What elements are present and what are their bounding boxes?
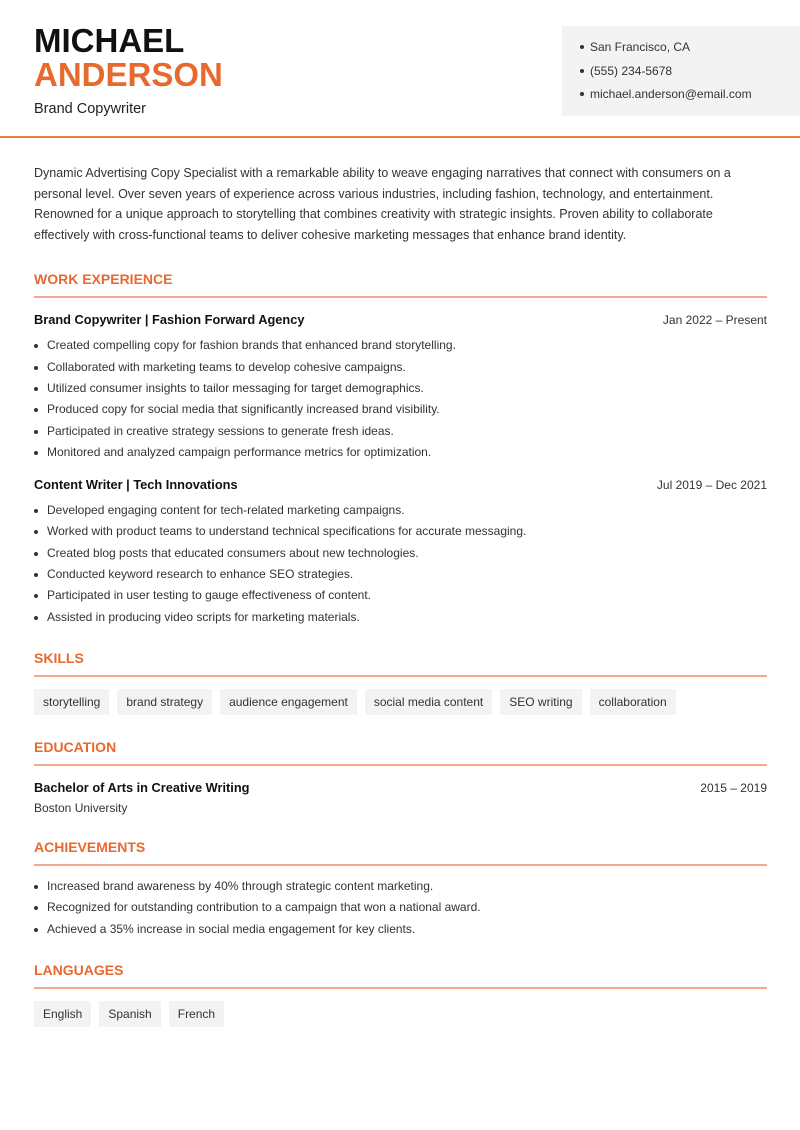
summary: Dynamic Advertising Copy Specialist with a remarkable ability to weave engaging narratives that connect with consumers on a personal level. Over seven years of experience across various industries, including fashion, technology, and entertainment. Renowned for a unique approach to storytelling that combines creativity with strategic insights. Proven ability to collaborate effectively with cross-functional teams to deliver cohesive marketing messages that enhance brand identity. (34, 166, 731, 242)
list-item (34, 421, 767, 442)
bullet-icon (580, 69, 584, 73)
contact-location-text: San Francisco, CA (590, 40, 691, 54)
bullet-icon (34, 928, 38, 932)
list-item (34, 876, 767, 897)
language-tag: Spanish (99, 1001, 160, 1027)
list-item-text: Created compelling copy for fashion brands that enhanced brand storytelling. (47, 338, 456, 353)
bullet-icon (34, 430, 38, 434)
skill-tag: SEO writing (500, 689, 581, 715)
list-item (34, 543, 767, 564)
bullet-icon (34, 906, 38, 910)
education-date: 2015 – 2019 (700, 780, 767, 795)
list-item (34, 335, 767, 356)
job-date: Jul 2019 – Dec 2021 (656, 478, 767, 493)
list-item (34, 897, 767, 918)
list-item (34, 500, 767, 521)
list-item-text: Increased brand awareness by 40% through strategic content marketing. (47, 878, 434, 893)
last-name: ANDERSON (34, 56, 223, 93)
bullet-icon (580, 92, 584, 96)
contact-email-text: michael.anderson@email.com (590, 87, 752, 101)
job-role: Brand Copywriter | Fashion Forward Agency (34, 312, 305, 328)
list-item (34, 399, 767, 420)
first-name: MICHAEL (34, 22, 185, 59)
skill-tag: social media content (365, 689, 492, 715)
school: Boston University (34, 800, 128, 815)
bullet-icon (34, 408, 38, 412)
bullet-icon (580, 45, 584, 49)
job-entry (34, 477, 767, 628)
contact-phone-text: (555) 234-5678 (590, 63, 673, 78)
resume-header (0, 0, 800, 138)
section-title: EDUCATION (34, 739, 767, 766)
language-tags (34, 1001, 767, 1027)
bullet-icon (34, 530, 38, 534)
bullet-icon (34, 509, 38, 513)
skill-tag: storytelling (34, 689, 109, 715)
job-header (34, 477, 767, 492)
language-tag: English (34, 1001, 91, 1027)
bullet-icon (34, 387, 38, 391)
job-bullets (34, 500, 767, 628)
job-title: Brand Copywriter (34, 101, 147, 117)
contact-phone (580, 62, 800, 86)
list-item (34, 564, 767, 585)
job-header (34, 312, 767, 327)
work-experience-section (34, 271, 767, 628)
list-item-text: Conducted keyword research to enhance SEO strategies. (47, 567, 354, 582)
job-date: Jan 2022 – Present (662, 313, 767, 328)
skills-tags (34, 689, 767, 715)
skills-section (34, 650, 767, 715)
contact-location (580, 38, 800, 62)
contact-box (562, 26, 800, 116)
languages-section (34, 962, 767, 1027)
list-item-text: Produced copy for social media that significantly increased brand visibility. (47, 402, 440, 417)
list-item-text: Assisted in producing video scripts for marketing materials. (47, 609, 360, 624)
list-item-text: Created blog posts that educated consumers about new technologies. (47, 545, 419, 560)
section-title: WORK EXPERIENCE (34, 271, 767, 298)
skill-tag: collaboration (590, 689, 676, 715)
list-item-text: Developed engaging content for tech-related marketing campaigns. (47, 503, 405, 518)
section-title: SKILLS (34, 650, 767, 677)
section-title: ACHIEVEMENTS (34, 839, 767, 866)
bullet-icon (34, 616, 38, 620)
job-role: Content Writer | Tech Innovations (34, 477, 238, 493)
job-bullets (34, 335, 767, 463)
resume-body (34, 163, 767, 1027)
education-header (34, 780, 767, 795)
degree: Bachelor of Arts in Creative Writing (34, 779, 250, 795)
bullet-icon (34, 573, 38, 577)
language-tag: French (169, 1001, 224, 1027)
list-item (34, 607, 767, 628)
list-item (34, 521, 767, 542)
list-item-text: Collaborated with marketing teams to develop cohesive campaigns. (47, 359, 406, 374)
name-block (34, 24, 223, 117)
list-item (34, 585, 767, 606)
bullet-icon (34, 594, 38, 598)
achievements-section (34, 839, 767, 940)
section-title: LANGUAGES (34, 962, 767, 989)
job-entry (34, 312, 767, 463)
list-item-text: Monitored and analyzed campaign performance metrics for optimization. (47, 444, 432, 459)
list-item-text: Worked with product teams to understand technical specifications for accurate messaging. (47, 524, 527, 539)
list-item (34, 357, 767, 378)
list-item (34, 919, 767, 940)
bullet-icon (34, 552, 38, 556)
bullet-icon (34, 366, 38, 370)
contact-email (580, 85, 800, 109)
list-item (34, 378, 767, 399)
bullet-icon (34, 344, 38, 348)
list-item-text: Recognized for outstanding contribution to a campaign that won a national award. (47, 900, 481, 915)
list-item-text: Participated in creative strategy sessions to generate fresh ideas. (47, 423, 394, 438)
education-section (34, 739, 767, 815)
list-item-text: Utilized consumer insights to tailor messaging for target demographics. (47, 380, 424, 395)
list-item-text: Participated in user testing to gauge effectiveness of content. (47, 588, 371, 603)
list-item (34, 442, 767, 463)
list-item-text: Achieved a 35% increase in social media engagement for key clients. (47, 921, 416, 936)
skill-tag: audience engagement (220, 689, 357, 715)
skill-tag: brand strategy (117, 689, 212, 715)
bullet-icon (34, 885, 38, 889)
bullet-icon (34, 451, 38, 455)
achievement-bullets (34, 876, 767, 940)
